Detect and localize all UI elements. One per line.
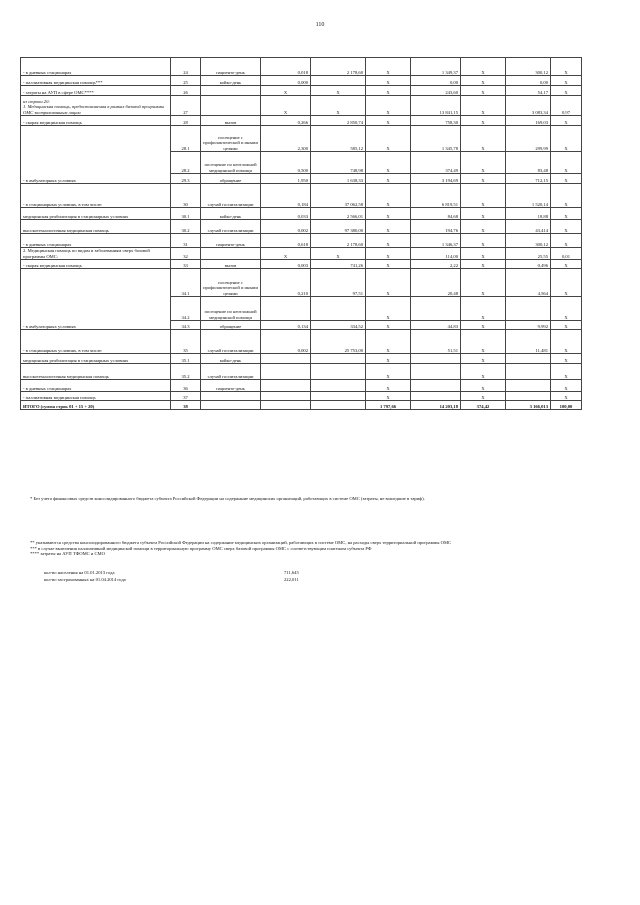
row-v5: X bbox=[461, 152, 506, 174]
row-v3: X bbox=[366, 174, 411, 184]
row-v3: X bbox=[366, 269, 411, 297]
row-number: 33 bbox=[171, 260, 201, 269]
row-cost: 334,52 bbox=[311, 321, 366, 330]
row-v5: X bbox=[461, 354, 506, 364]
row-v6: 3 166,013 bbox=[506, 401, 551, 410]
row-unit: случай госпитализации bbox=[201, 184, 261, 208]
row-v6: 300,12 bbox=[506, 58, 551, 76]
row-v4: 51,51 bbox=[411, 330, 461, 354]
row-v3: X bbox=[366, 126, 411, 152]
row-v6: 3 083,34 bbox=[506, 96, 551, 116]
row-v7: X bbox=[551, 321, 582, 330]
table-row bbox=[21, 234, 582, 248]
row-volume bbox=[261, 364, 311, 380]
row-name-text: 2. Медицинская помощь по видам и заболеваниям сверх базовой программы ОМС: bbox=[23, 248, 150, 259]
row-v3: X bbox=[366, 364, 411, 380]
row-v7: X bbox=[551, 297, 582, 321]
row-v7: X bbox=[551, 126, 582, 152]
row-v3: X bbox=[366, 220, 411, 234]
row-v5: X bbox=[461, 184, 506, 208]
row-volume: 0,018 bbox=[261, 58, 311, 76]
row-v4: 758,30 bbox=[411, 116, 461, 126]
row-unit: обращение bbox=[201, 174, 261, 184]
row-v4 bbox=[411, 392, 461, 401]
row-v4: 3 194,69 bbox=[411, 174, 461, 184]
row-unit: койко-день bbox=[201, 76, 261, 86]
table-row bbox=[21, 220, 582, 234]
row-v5: X bbox=[461, 248, 506, 260]
population-block bbox=[44, 570, 344, 584]
footnote-3: *** в случае включения паллиативной медицинской помощи в территориальную программу ОМС сверх базовой программы ОМС с соответствующим платежом субъекта РФ bbox=[30, 545, 372, 551]
row-volume: 0,500 bbox=[261, 152, 311, 174]
row-v3: X bbox=[366, 76, 411, 86]
row-name-text: - затраты на АУП в сфере ОМС**** bbox=[23, 89, 94, 95]
row-unit bbox=[201, 96, 261, 116]
table-row bbox=[21, 126, 582, 152]
row-v4: 0,00 bbox=[411, 76, 461, 86]
row-volume: 1,950 bbox=[261, 174, 311, 184]
row-name bbox=[21, 330, 171, 354]
row-unit: случай госпитализации bbox=[201, 220, 261, 234]
row-cost: 2 178,60 bbox=[311, 234, 366, 248]
row-name-text: - паллиативная медицинская помощь*** bbox=[23, 79, 103, 85]
row-cost: X bbox=[311, 86, 366, 96]
row-volume bbox=[261, 297, 311, 321]
row-cost: 585,12 bbox=[311, 126, 366, 152]
row-v5: X bbox=[461, 364, 506, 380]
row-v3: X bbox=[366, 184, 411, 208]
row-v5: X bbox=[461, 269, 506, 297]
footnote-2: ** указываются средства консолидированного бюджета субъекта Российской Федерации на содержание медицинских организаций, работающих в системе ОМС, на расходы сверх территориальной программы ОМС bbox=[30, 540, 452, 545]
population-row bbox=[44, 570, 344, 577]
row-number: 30.1 bbox=[171, 208, 201, 220]
row-cost: 97 380,00 bbox=[311, 220, 366, 234]
population-label: кол-во населения на 01.01.2013 года bbox=[44, 570, 115, 575]
row-v3: X bbox=[366, 96, 411, 116]
row-v7: X bbox=[551, 364, 582, 380]
row-v3: X bbox=[366, 392, 411, 401]
row-name bbox=[21, 248, 171, 260]
row-v4 bbox=[411, 297, 461, 321]
row-name-text: высокотехнологичная медицинская помощь bbox=[23, 373, 109, 379]
row-name bbox=[21, 126, 171, 184]
row-name bbox=[21, 116, 171, 126]
row-v3: X bbox=[366, 321, 411, 330]
row-number: 32 bbox=[171, 248, 201, 260]
row-name-text: - в дневных стационарах bbox=[23, 69, 72, 75]
row-name bbox=[21, 364, 171, 380]
row-v4: 1 349,37 bbox=[411, 58, 461, 76]
row-v3: X bbox=[366, 354, 411, 364]
row-v6: 11,481 bbox=[506, 330, 551, 354]
row-unit bbox=[201, 392, 261, 401]
table-row bbox=[21, 354, 582, 364]
row-v7: X bbox=[551, 234, 582, 248]
row-volume bbox=[261, 380, 311, 392]
row-v4: 114,00 bbox=[411, 248, 461, 260]
table-row bbox=[21, 86, 582, 96]
row-number: 35.1 bbox=[171, 354, 201, 364]
row-v7: X bbox=[551, 116, 582, 126]
row-volume: X bbox=[261, 86, 311, 96]
table-row bbox=[21, 392, 582, 401]
row-v4 bbox=[411, 364, 461, 380]
row-v4 bbox=[411, 380, 461, 392]
row-name bbox=[21, 380, 171, 392]
row-cost: 37 062,58 bbox=[311, 184, 366, 208]
table-row bbox=[21, 248, 582, 260]
row-unit bbox=[201, 401, 261, 410]
row-number: 26 bbox=[171, 86, 201, 96]
table-row bbox=[21, 96, 582, 116]
row-name bbox=[21, 354, 171, 364]
row-name-text: из строки 20: bbox=[23, 99, 50, 105]
footnotes bbox=[30, 540, 590, 557]
row-v7: X bbox=[551, 380, 582, 392]
table-row bbox=[21, 269, 582, 297]
row-cost bbox=[311, 401, 366, 410]
row-v3: X bbox=[366, 152, 411, 174]
row-v3: 1 797,66 bbox=[366, 401, 411, 410]
row-v6: 25,55 bbox=[506, 248, 551, 260]
row-unit: обращение bbox=[201, 321, 261, 330]
row-v3: X bbox=[366, 116, 411, 126]
row-name-text: - в стационарных условиях, в том числе: bbox=[23, 347, 103, 353]
table-row bbox=[21, 76, 582, 86]
row-v7: X bbox=[551, 260, 582, 269]
table-row bbox=[21, 184, 582, 208]
row-unit: пациенто-день bbox=[201, 380, 261, 392]
row-v4 bbox=[411, 354, 461, 364]
row-name-text: медицинская реабилитация в стационарных условиях bbox=[23, 357, 129, 363]
row-unit: койко-день bbox=[201, 208, 261, 220]
row-v6: 299,99 bbox=[506, 126, 551, 152]
row-v5: X bbox=[461, 174, 506, 184]
row-name bbox=[21, 58, 171, 76]
row-name-text: ИТОГО (сумма строк 01 + 15 + 20) bbox=[23, 403, 95, 409]
row-v4: 1 345,78 bbox=[411, 126, 461, 152]
row-v5: X bbox=[461, 260, 506, 269]
row-v3: X bbox=[366, 380, 411, 392]
row-v6: 0,496 bbox=[506, 260, 551, 269]
row-name-text: - скорая медицинская помощь bbox=[23, 119, 82, 125]
row-number: 34.1 bbox=[171, 269, 201, 297]
row-v4: 6 819,51 bbox=[411, 184, 461, 208]
row-v4: 2,22 bbox=[411, 260, 461, 269]
row-unit: пациенто-день bbox=[201, 58, 261, 76]
row-name-text: - в стационарных условиях, в том числе: bbox=[23, 201, 103, 207]
row-v6: 712,15 bbox=[506, 174, 551, 184]
row-v6 bbox=[506, 380, 551, 392]
row-unit: случай госпитализации bbox=[201, 330, 261, 354]
row-volume bbox=[261, 401, 311, 410]
row-number: 29.3 bbox=[171, 174, 201, 184]
row-v4: 13 841,15 bbox=[411, 96, 461, 116]
row-cost: 1 638,33 bbox=[311, 174, 366, 184]
row-unit bbox=[201, 248, 261, 260]
row-cost bbox=[311, 380, 366, 392]
row-v7: X bbox=[551, 354, 582, 364]
row-v7: X bbox=[551, 152, 582, 174]
row-volume: 0,184 bbox=[261, 184, 311, 208]
table-row bbox=[21, 330, 582, 354]
row-v7: X bbox=[551, 208, 582, 220]
row-v5: X bbox=[461, 116, 506, 126]
table-row bbox=[21, 380, 582, 392]
row-number: 36 bbox=[171, 380, 201, 392]
row-volume: 0,033 bbox=[261, 208, 311, 220]
row-number: 34.2 bbox=[171, 297, 201, 321]
row-volume: 0,002 bbox=[261, 220, 311, 234]
row-v6: 9,992 bbox=[506, 321, 551, 330]
row-cost: 97,51 bbox=[311, 269, 366, 297]
row-v5: X bbox=[461, 234, 506, 248]
row-number: 35.2 bbox=[171, 364, 201, 380]
row-cost: 2 850,74 bbox=[311, 116, 366, 126]
population-value: 711,645 bbox=[284, 570, 299, 575]
row-name bbox=[21, 269, 171, 330]
row-number: 37 bbox=[171, 392, 201, 401]
row-v6: 4,564 bbox=[506, 269, 551, 297]
table-row bbox=[21, 364, 582, 380]
row-v4: 374,49 bbox=[411, 152, 461, 174]
row-number: 28 bbox=[171, 116, 201, 126]
row-v3: X bbox=[366, 208, 411, 220]
row-v7: X bbox=[551, 58, 582, 76]
row-cost: 2 566,01 bbox=[311, 208, 366, 220]
row-v3: X bbox=[366, 58, 411, 76]
row-name bbox=[21, 184, 171, 208]
row-v4: 1 346,37 bbox=[411, 234, 461, 248]
row-cost bbox=[311, 297, 366, 321]
row-v4: 243,60 bbox=[411, 86, 461, 96]
row-v5: X bbox=[461, 126, 506, 152]
row-unit: пациенто-день bbox=[201, 234, 261, 248]
table-row bbox=[21, 116, 582, 126]
row-unit bbox=[201, 86, 261, 96]
row-cost bbox=[311, 354, 366, 364]
row-name-text: высокотехнологичная медицинская помощь bbox=[23, 227, 109, 233]
row-v3: X bbox=[366, 260, 411, 269]
row-v5: X bbox=[461, 321, 506, 330]
row-name-text: - в амбулаторных условиях bbox=[23, 177, 76, 183]
row-name-text: медицинская реабилитация в стационарных условиях bbox=[23, 213, 129, 219]
row-name-text: - в амбулаторных условиях bbox=[23, 323, 76, 329]
row-v6 bbox=[506, 364, 551, 380]
row-number: 30 bbox=[171, 184, 201, 208]
row-name bbox=[21, 86, 171, 96]
row-volume: 0,210 bbox=[261, 269, 311, 297]
row-name bbox=[21, 76, 171, 86]
row-v7: X bbox=[551, 269, 582, 297]
page-number: 110 bbox=[315, 22, 325, 28]
row-v6: 169,03 bbox=[506, 116, 551, 126]
table-row bbox=[21, 260, 582, 269]
row-name bbox=[21, 392, 171, 401]
insured-value: 222,011 bbox=[284, 577, 299, 582]
row-unit: посещение с профилактической и иными целями bbox=[201, 269, 261, 297]
row-v4: 20,48 bbox=[411, 269, 461, 297]
row-v6: 54,17 bbox=[506, 86, 551, 96]
row-v5: X bbox=[461, 96, 506, 116]
row-volume: 0,134 bbox=[261, 321, 311, 330]
row-name bbox=[21, 401, 171, 410]
row-volume: 0,618 bbox=[261, 234, 311, 248]
table-row bbox=[21, 58, 582, 76]
row-v4: 84,68 bbox=[411, 208, 461, 220]
row-name bbox=[21, 208, 171, 220]
row-name-text: - в дневных стационарах bbox=[23, 385, 72, 391]
row-name bbox=[21, 234, 171, 248]
row-v6: 18,88 bbox=[506, 208, 551, 220]
row-number: 28.2 bbox=[171, 152, 201, 174]
row-number: 38 bbox=[171, 401, 201, 410]
row-v7: X bbox=[551, 330, 582, 354]
row-number: 30.2 bbox=[171, 220, 201, 234]
row-name-text: - паллиативная медицинская помощь bbox=[23, 394, 96, 400]
table-row bbox=[21, 208, 582, 220]
row-volume: 2,300 bbox=[261, 126, 311, 152]
row-v5: X bbox=[461, 297, 506, 321]
footnote-4: **** затраты на АУП ТФОМС и СМО bbox=[30, 551, 105, 557]
row-v5: X bbox=[461, 380, 506, 392]
row-volume: 0,003 bbox=[261, 260, 311, 269]
row-v6 bbox=[506, 354, 551, 364]
row-v5: X bbox=[461, 220, 506, 234]
row-volume bbox=[261, 354, 311, 364]
row-v5: X bbox=[461, 76, 506, 86]
row-volume: 0,000 bbox=[261, 76, 311, 86]
row-number: 28.1 bbox=[171, 126, 201, 152]
row-v4: 194,76 bbox=[411, 220, 461, 234]
row-unit: вызов bbox=[201, 116, 261, 126]
row-v5: X bbox=[461, 86, 506, 96]
row-cost: 2 178,60 bbox=[311, 58, 366, 76]
row-v6: 0,00 bbox=[506, 76, 551, 86]
row-unit: вызов bbox=[201, 260, 261, 269]
financing-table bbox=[20, 57, 582, 410]
row-v7: X bbox=[551, 220, 582, 234]
row-v6 bbox=[506, 297, 551, 321]
row-name-sub: 1. Медицинская помощь, предоставляемая в рамках базовой программы ОМС застрахованным лицам bbox=[23, 104, 165, 115]
row-v4: 44,83 bbox=[411, 321, 461, 330]
row-v3: X bbox=[366, 297, 411, 321]
row-volume: X bbox=[261, 248, 311, 260]
row-cost: X bbox=[311, 96, 366, 116]
row-v7: X bbox=[551, 392, 582, 401]
row-volume bbox=[261, 392, 311, 401]
row-name bbox=[21, 220, 171, 234]
footnote-1: * Без учета финансовых средств консолидированного бюджета субъекта Российской Федерации на содержание медицинских организаций, работающих в системе ОМС (затраты, не вошедшие в тариф). bbox=[30, 496, 425, 501]
row-unit: посещение по неотложной медицинской помощи bbox=[201, 297, 261, 321]
insured-label: кол-во застрахованных на 01.04.2014 года bbox=[44, 577, 126, 582]
row-cost: 25 753,00 bbox=[311, 330, 366, 354]
row-v4: 14 203,18 bbox=[411, 401, 461, 410]
row-v6: 300,12 bbox=[506, 234, 551, 248]
row-v7: X bbox=[551, 174, 582, 184]
row-v5: X bbox=[461, 208, 506, 220]
row-cost bbox=[311, 364, 366, 380]
row-volume: X bbox=[261, 96, 311, 116]
row-name-text: - скорая медицинская помощь bbox=[23, 262, 82, 268]
row-cost: 741,26 bbox=[311, 260, 366, 269]
row-v6: 43,414 bbox=[506, 220, 551, 234]
insured-row bbox=[44, 577, 344, 584]
row-v5: X bbox=[461, 392, 506, 401]
row-v5: 374,42 bbox=[461, 401, 506, 410]
row-unit: койко-день bbox=[201, 354, 261, 364]
row-v6: 1 520,14 bbox=[506, 184, 551, 208]
row-volume: 0,266 bbox=[261, 116, 311, 126]
row-v7: 0,01 bbox=[551, 248, 582, 260]
row-volume: 0,002 bbox=[261, 330, 311, 354]
row-v7: 100,00 bbox=[551, 401, 582, 410]
row-v7: X bbox=[551, 76, 582, 86]
row-number: 24 bbox=[171, 58, 201, 76]
row-unit: посещение по неотложной медицинской помощи bbox=[201, 152, 261, 174]
row-number: 34.3 bbox=[171, 321, 201, 330]
row-v6 bbox=[506, 392, 551, 401]
row-v5: X bbox=[461, 330, 506, 354]
table-row bbox=[21, 401, 582, 410]
row-name bbox=[21, 260, 171, 269]
row-v7: X bbox=[551, 184, 582, 208]
row-unit: посещение с профилактической и иными целями bbox=[201, 126, 261, 152]
row-name-text: - в дневных стационарах bbox=[23, 241, 72, 247]
row-number: 27 bbox=[171, 96, 201, 116]
row-v3: X bbox=[366, 234, 411, 248]
row-v5: X bbox=[461, 58, 506, 76]
row-cost bbox=[311, 76, 366, 86]
row-name bbox=[21, 96, 171, 116]
row-v3: X bbox=[366, 330, 411, 354]
row-number: 35 bbox=[171, 330, 201, 354]
row-number: 25 bbox=[171, 76, 201, 86]
row-v6: 83,48 bbox=[506, 152, 551, 174]
row-cost: X bbox=[311, 248, 366, 260]
row-number: 31 bbox=[171, 234, 201, 248]
row-cost bbox=[311, 392, 366, 401]
row-cost: 748,98 bbox=[311, 152, 366, 174]
row-unit: случай госпитализации bbox=[201, 364, 261, 380]
row-v7: 0,97 bbox=[551, 96, 582, 116]
row-v7: X bbox=[551, 86, 582, 96]
row-v3: X bbox=[366, 86, 411, 96]
row-v3: X bbox=[366, 248, 411, 260]
